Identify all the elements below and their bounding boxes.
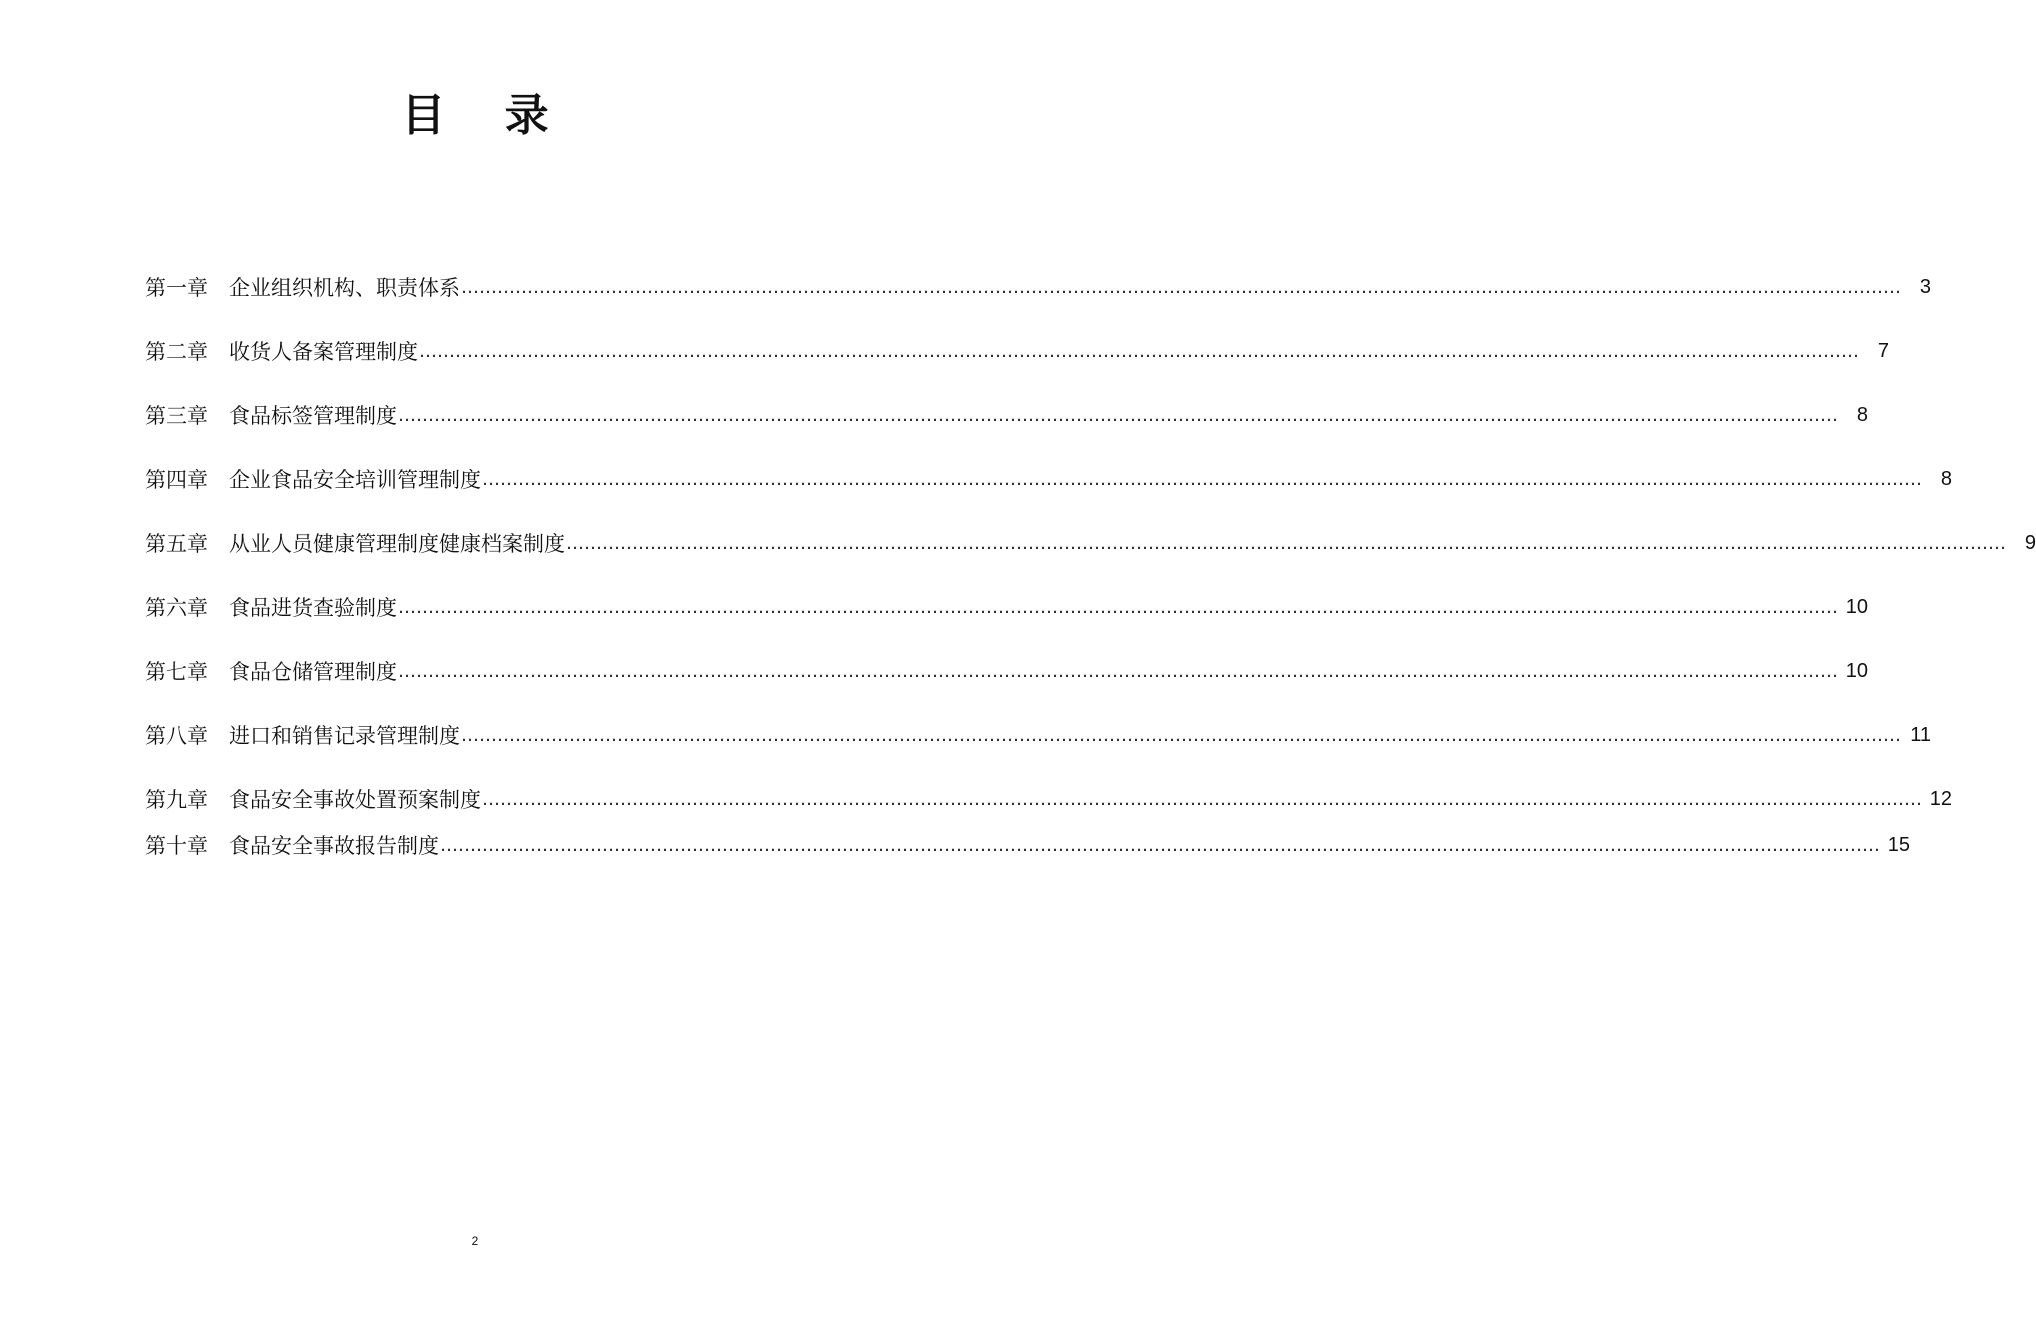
toc-leader-dots: …………………………………………………………………………………………………………………………………………………………………………………………………………………… (398, 660, 1838, 682)
toc-entry[interactable] (145, 654, 1868, 688)
toc-entry[interactable] (145, 462, 1952, 496)
toc-page-number: 12 (1929, 787, 1952, 810)
toc-page-number: 7 (1877, 339, 1889, 362)
toc-title: 企业组织机构、职责体系 (229, 276, 460, 300)
toc-leader-dots: …………………………………………………………………………………………………………………………………………………………………………………………………………………… (566, 532, 2006, 554)
toc-entry[interactable] (145, 398, 1868, 432)
toc-leader-dots: …………………………………………………………………………………………………………………………………………………………………………………………………………………… (482, 788, 1922, 810)
toc-chapter: 第八章 (145, 724, 208, 748)
toc-title: 食品进货查验制度 (229, 596, 397, 620)
toc-leader-dots: …………………………………………………………………………………………………………………………………………………………………………………………………………………… (398, 404, 1838, 426)
toc-entry[interactable] (145, 828, 1910, 862)
toc-title: 收货人备案管理制度 (229, 340, 418, 364)
toc-chapter: 第五章 (145, 532, 208, 556)
toc-page-number: 11 (1910, 723, 1931, 746)
toc-chapter: 第九章 (145, 788, 208, 812)
toc-page-number: 10 (1845, 659, 1868, 682)
toc-chapter: 第四章 (145, 468, 208, 492)
toc-leader-dots: …………………………………………………………………………………………………………………………………………………………………………………………………………………… (440, 834, 1880, 856)
toc-entry[interactable] (145, 270, 1931, 304)
toc-leader-dots: …………………………………………………………………………………………………………………………………………………………………………………………………………………… (482, 468, 1922, 490)
toc-chapter: 第十章 (145, 834, 208, 858)
toc-page-number: 8 (1856, 403, 1868, 426)
toc-title: 食品标签管理制度 (229, 404, 397, 428)
toc-page-number: 10 (1845, 595, 1868, 618)
toc-page-number: 8 (1940, 467, 1952, 490)
toc-entry[interactable] (145, 334, 1889, 368)
toc-title: 从业人员健康管理制度健康档案制度 (229, 532, 565, 556)
toc-leader-dots: …………………………………………………………………………………………………………………………………………………………………………………………………………………… (461, 276, 1901, 298)
toc-title: 食品安全事故报告制度 (229, 834, 439, 858)
toc-chapter: 第七章 (145, 660, 208, 684)
toc-title: 食品仓储管理制度 (229, 660, 397, 684)
page-title: 目 录 (401, 90, 571, 141)
page-number: 2 (471, 1234, 479, 1248)
toc-leader-dots: …………………………………………………………………………………………………………………………………………………………………………………………………………………… (419, 340, 1859, 362)
toc-chapter: 第三章 (145, 404, 208, 428)
toc-chapter: 第一章 (145, 276, 208, 300)
toc-leader-dots: …………………………………………………………………………………………………………………………………………………………………………………………………………………… (461, 724, 1901, 746)
toc-title: 食品安全事故处置预案制度 (229, 788, 481, 812)
toc-chapter: 第六章 (145, 596, 208, 620)
toc-title: 企业食品安全培训管理制度 (229, 468, 481, 492)
toc-page-number: 9 (2024, 531, 2036, 554)
toc-leader-dots: …………………………………………………………………………………………………………………………………………………………………………………………………………………… (398, 596, 1838, 618)
toc-page-number: 15 (1887, 833, 1910, 856)
toc-entry[interactable] (145, 782, 1952, 816)
toc-title: 进口和销售记录管理制度 (229, 724, 460, 748)
toc-page-number: 3 (1919, 275, 1931, 298)
toc-entry[interactable] (145, 526, 2036, 560)
toc-entry[interactable] (145, 590, 1868, 624)
toc-entry[interactable] (145, 718, 1931, 752)
toc-chapter: 第二章 (145, 340, 208, 364)
